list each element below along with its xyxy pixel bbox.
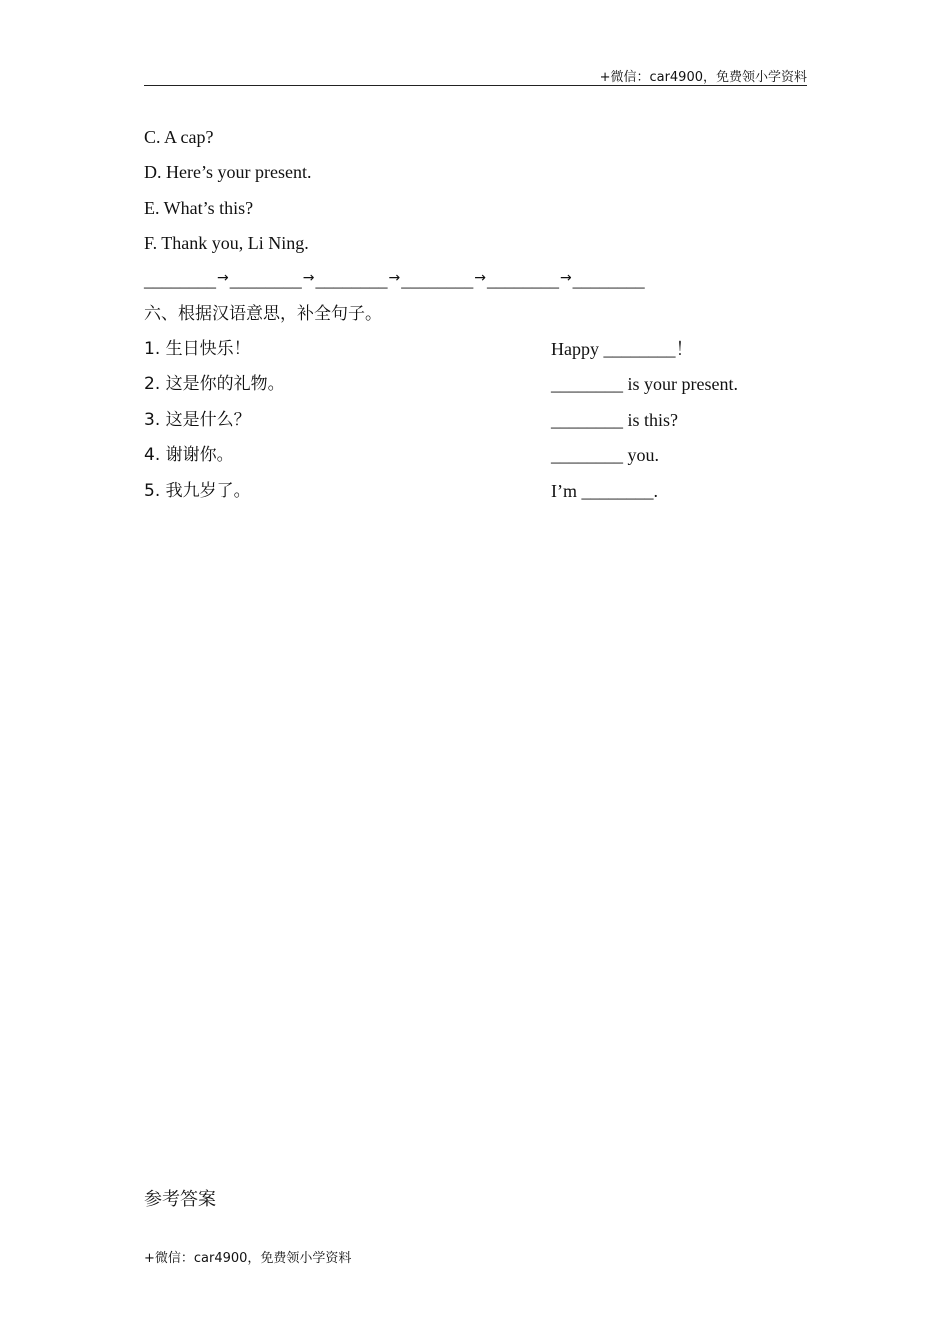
item-4-chinese: 4. 谢谢你。 <box>144 445 234 465</box>
option-e: E. What’s this? <box>144 198 254 218</box>
order-blank-5: ________ <box>486 270 559 290</box>
header-watermark-note: +微信：car4900，免费领小学资料 <box>599 70 807 85</box>
option-d: D. Here’s your present. <box>144 162 312 182</box>
arrow-icon: → <box>217 270 229 286</box>
item-1-chinese: 1. 生日快乐！ <box>144 339 251 359</box>
item-3-english: ________ is this? <box>551 410 679 430</box>
item-5-english: I’m ________. <box>551 481 658 501</box>
item-4-english: ________ you. <box>551 445 659 465</box>
header-divider <box>144 85 807 86</box>
item-3-chinese: 3. 这是什么？ <box>144 410 251 430</box>
option-f: F. Thank you, Li Ning. <box>144 233 309 253</box>
footer-watermark-note: +微信：car4900，免费领小学资料 <box>144 1251 352 1266</box>
item-2-chinese: 2. 这是你的礼物。 <box>144 374 285 394</box>
arrow-icon: → <box>474 270 486 286</box>
item-2-english: ________ is your present. <box>551 374 738 394</box>
arrow-icon: → <box>302 270 315 286</box>
order-blank-1: ________ <box>144 270 216 290</box>
answer-key-heading: 参考答案 <box>144 1189 216 1210</box>
order-blank-4: ________ <box>401 270 474 290</box>
option-c: C. A cap? <box>144 127 214 147</box>
order-blank-6: ________ <box>572 270 645 290</box>
order-answer-row <box>144 269 645 293</box>
section-6-title: 六、根据汉语意思，补全句子。 <box>144 304 382 324</box>
order-blank-2: ________ <box>229 270 302 290</box>
item-1-english: Happy ________！ <box>551 339 694 359</box>
item-5-chinese: 5. 我九岁了。 <box>144 481 251 501</box>
order-blank-3: ________ <box>315 270 388 290</box>
arrow-icon: → <box>388 270 401 286</box>
arrow-icon: → <box>559 270 572 286</box>
